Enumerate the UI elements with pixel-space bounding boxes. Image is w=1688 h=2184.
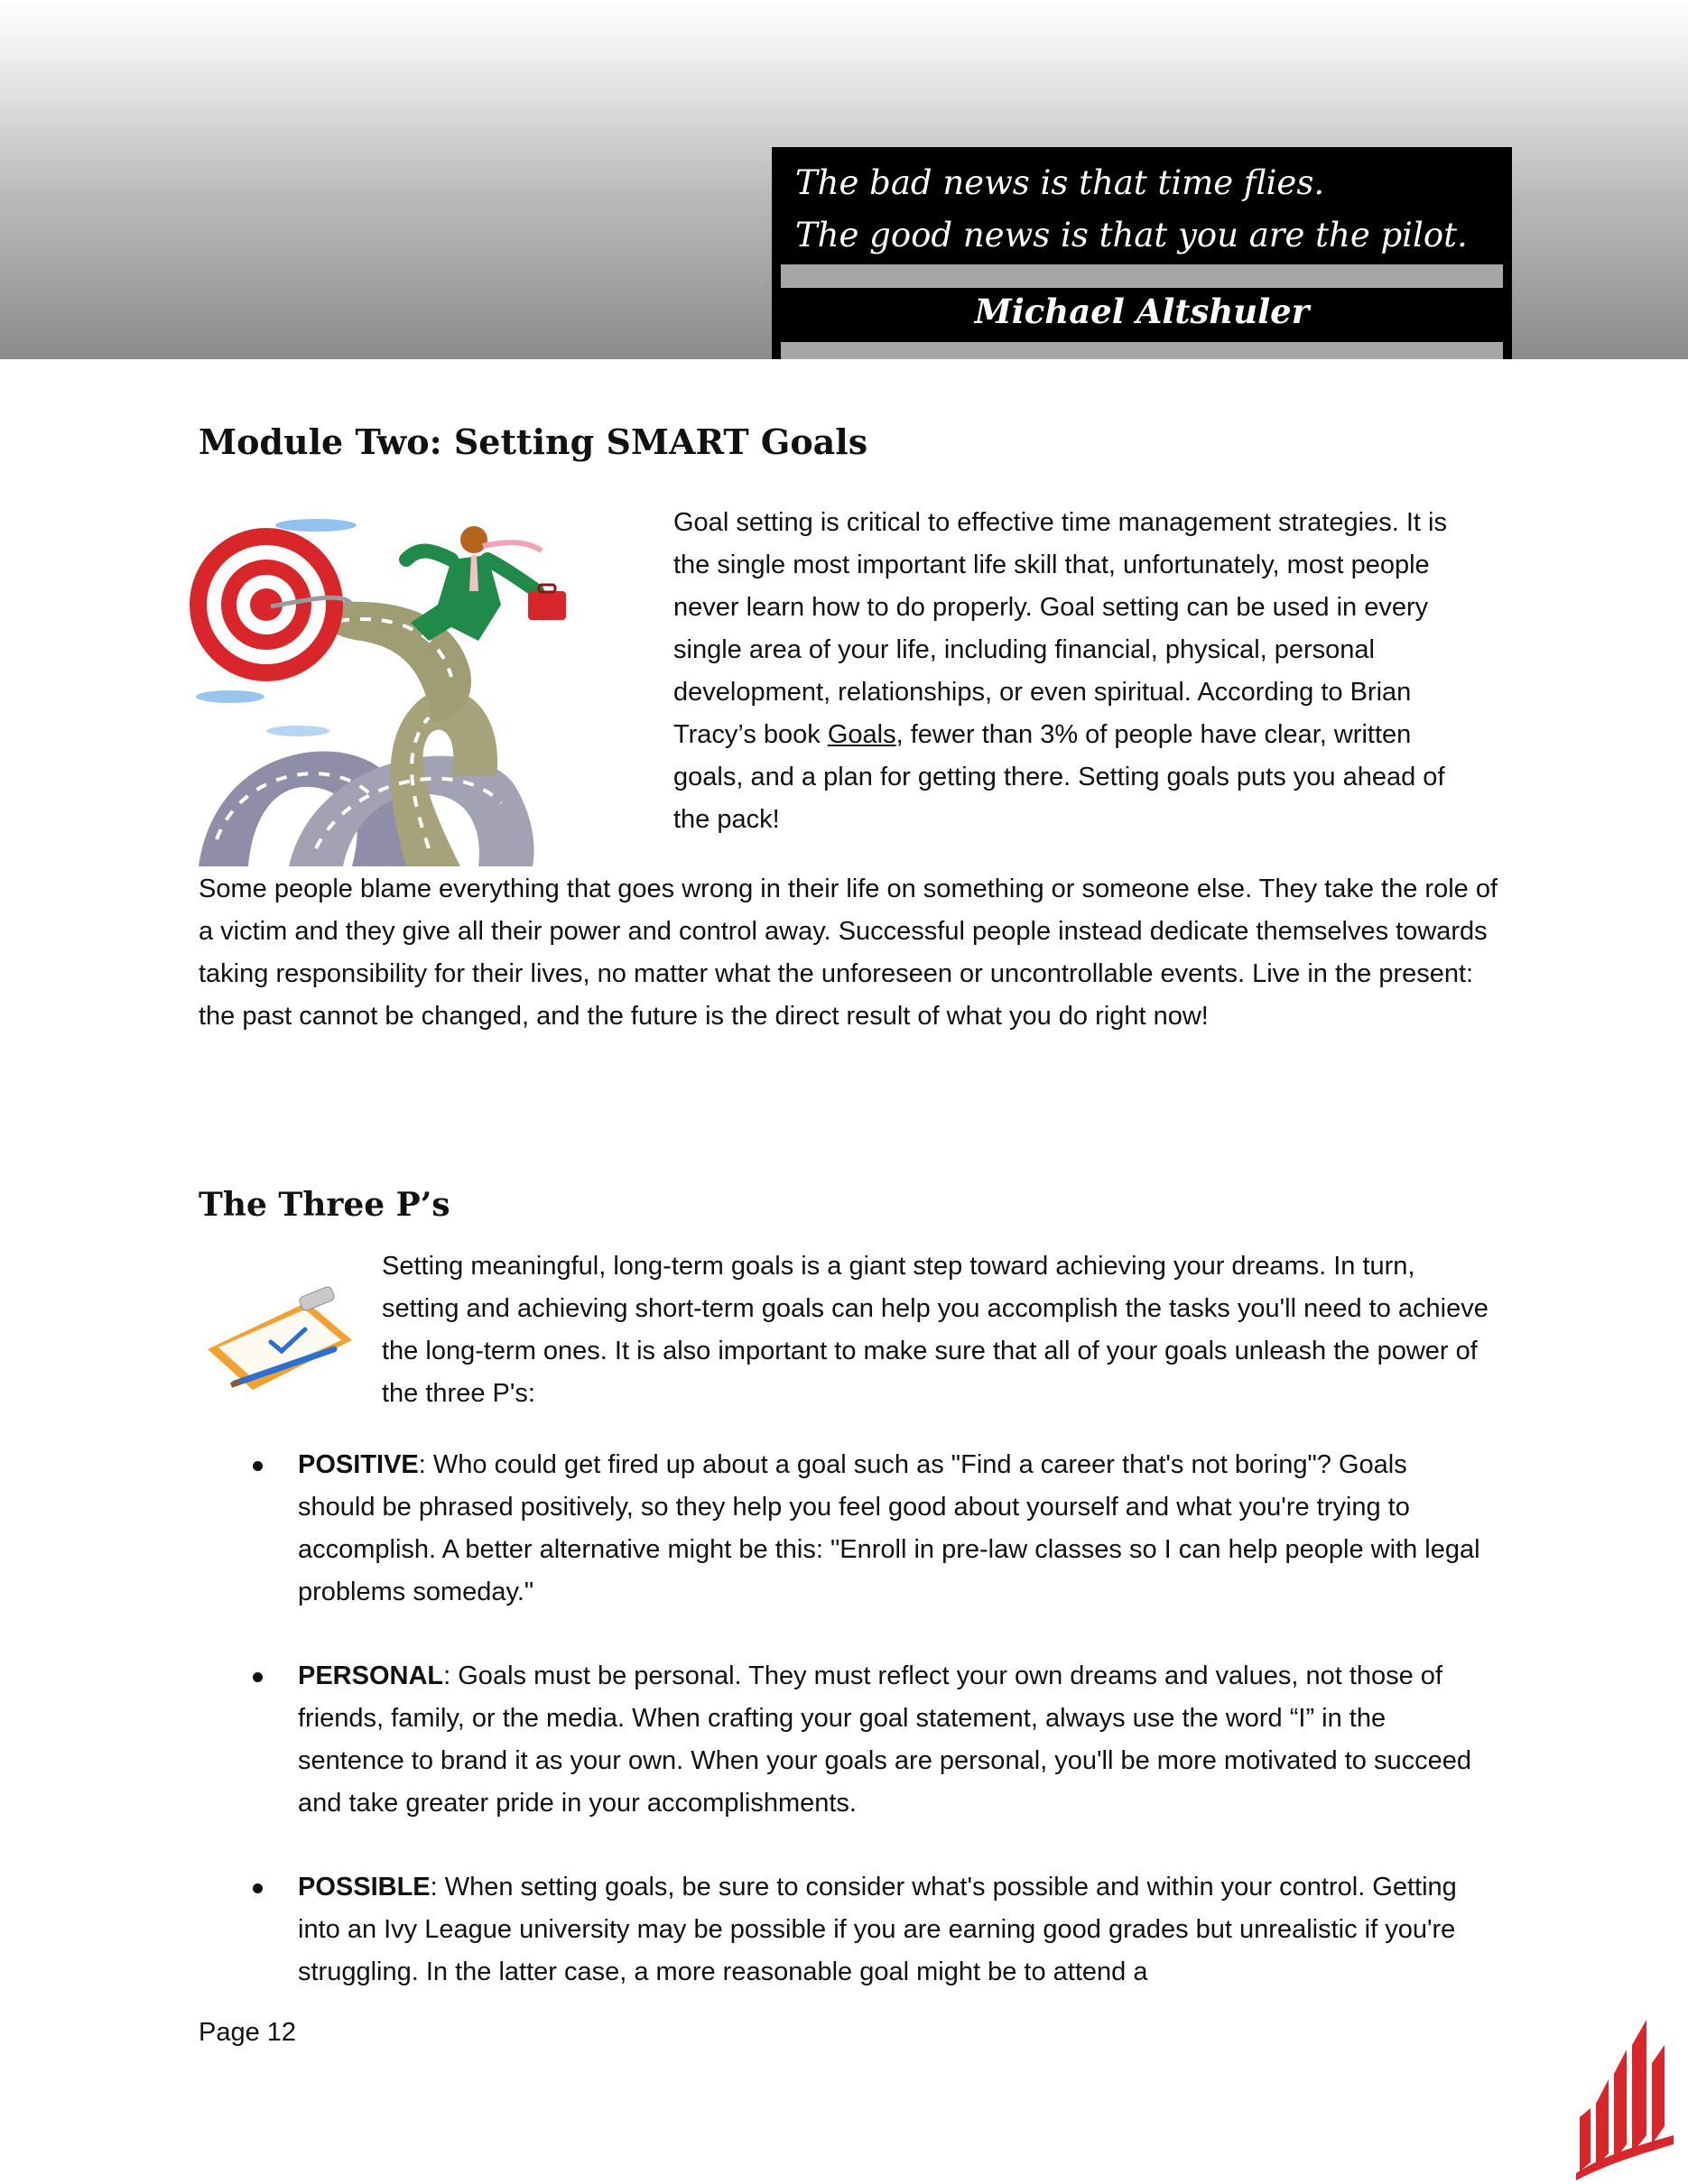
quote-line-1: The bad news is that time flies. — [795, 163, 1325, 202]
businessman-arm — [406, 551, 451, 560]
bullet-term: POSITIVE — [298, 1450, 419, 1479]
book-title: Goals — [827, 720, 896, 749]
module-title: Module Two: Setting SMART Goals — [199, 421, 868, 462]
bullet-term: PERSONAL — [298, 1661, 444, 1690]
quote-author: Michael Altshuler — [974, 292, 1310, 331]
businessman-body — [411, 555, 501, 641]
bullet-icon — [253, 1672, 263, 1682]
intro-paragraph — [673, 502, 1486, 841]
bullet-icon — [253, 1461, 263, 1471]
list-item — [199, 1444, 1480, 1614]
three-ps-intro: Setting meaningful, long-term goals is a giant step toward achieving your dreams. In turn, setting and achieving short-term goals can help you accomplish the tasks you'll need to achieve the long-term ones. It is also important to make sure that all of your goals unleash the power of the three P's: — [382, 1252, 1489, 1408]
book-logo-icon — [1571, 2009, 1679, 2180]
businessman-scarf — [483, 542, 542, 551]
intro-text-a: Goal setting is critical to effective time management strategies. It is the single most important life skill that, unfortunately, most people never learn how to do properly. Goal setting can be used in every single area of your life, including financial, physical, personal development, relationships, or even spiritual. According to Brian Tracy’s book — [673, 508, 1447, 749]
quote-divider-top — [781, 264, 1503, 288]
quote-divider-bottom — [781, 342, 1503, 359]
pencil-tip — [231, 1382, 240, 1385]
bullet-term: POSSIBLE — [298, 1873, 431, 1902]
quote-line-2: The good news is that you are the pilot. — [795, 216, 1468, 254]
cloud-shape — [196, 690, 264, 703]
bullet-text: : Who could get fired up about a goal such as "Find a career that's not boring"? Goals should be phrased positively, so they help you feel good about yourself and what you're trying to accomplish. A better alternative might be this: "Enroll in pre-law classes so I can help people with legal problems someday." — [298, 1450, 1480, 1606]
clipboard-illustration — [199, 1286, 361, 1394]
briefcase — [528, 591, 566, 620]
page-number: Page 12 — [199, 2018, 297, 2047]
businessman-head — [460, 526, 487, 553]
book-logo-page — [1652, 2045, 1665, 2144]
three-ps-title: The Three P’s — [199, 1186, 450, 1224]
cloud-shape — [275, 519, 357, 532]
three-ps-list — [199, 1444, 1480, 2035]
bullet-text: : Goals must be personal. They must reflect your own dreams and values, not those of friends, family, or the media. When crafting your goal statement, always use the word “I” in the sentence to brand it as your own. When your goals are personal, you'll be more motivated to succeed and take greater pride in your accomplishments. — [298, 1661, 1471, 1818]
list-item — [199, 1866, 1480, 1994]
intro-text-b: , fewer than 3% of people have clear, written goals, and a plan for getting there. Setting goals puts you ahead of the pack! — [673, 720, 1445, 834]
clipboard-clip — [298, 1286, 335, 1312]
bullet-icon — [253, 1883, 263, 1893]
list-item — [199, 1655, 1480, 1825]
bullet-text: : When setting goals, be sure to consider what's possible and within your control. Getting into an Ivy League university may be possible if you are earning good grades but unrealistic if you're struggling. In the latter case, a more reasonable goal might be to attend a — [298, 1873, 1457, 1986]
book-logo-page — [1596, 2079, 1609, 2167]
book-logo-page — [1632, 2020, 1646, 2153]
quote-box — [772, 147, 1512, 359]
responsibility-paragraph: Some people blame everything that goes wrong in their life on something or someone else. They take the role of a victim and they give all their power and control away. Successful people instead dedicate themselves towards taking responsibility for their lives, no matter what the unforeseen or uncontrollable events. Live in the present: the past cannot be changed, and the future is the direct result of what you do right now! — [199, 875, 1498, 1031]
goal-road-illustration — [181, 505, 632, 866]
book-logo-page — [1580, 2108, 1591, 2171]
book-logo-page — [1614, 2050, 1627, 2161]
cloud-shape — [266, 726, 329, 736]
